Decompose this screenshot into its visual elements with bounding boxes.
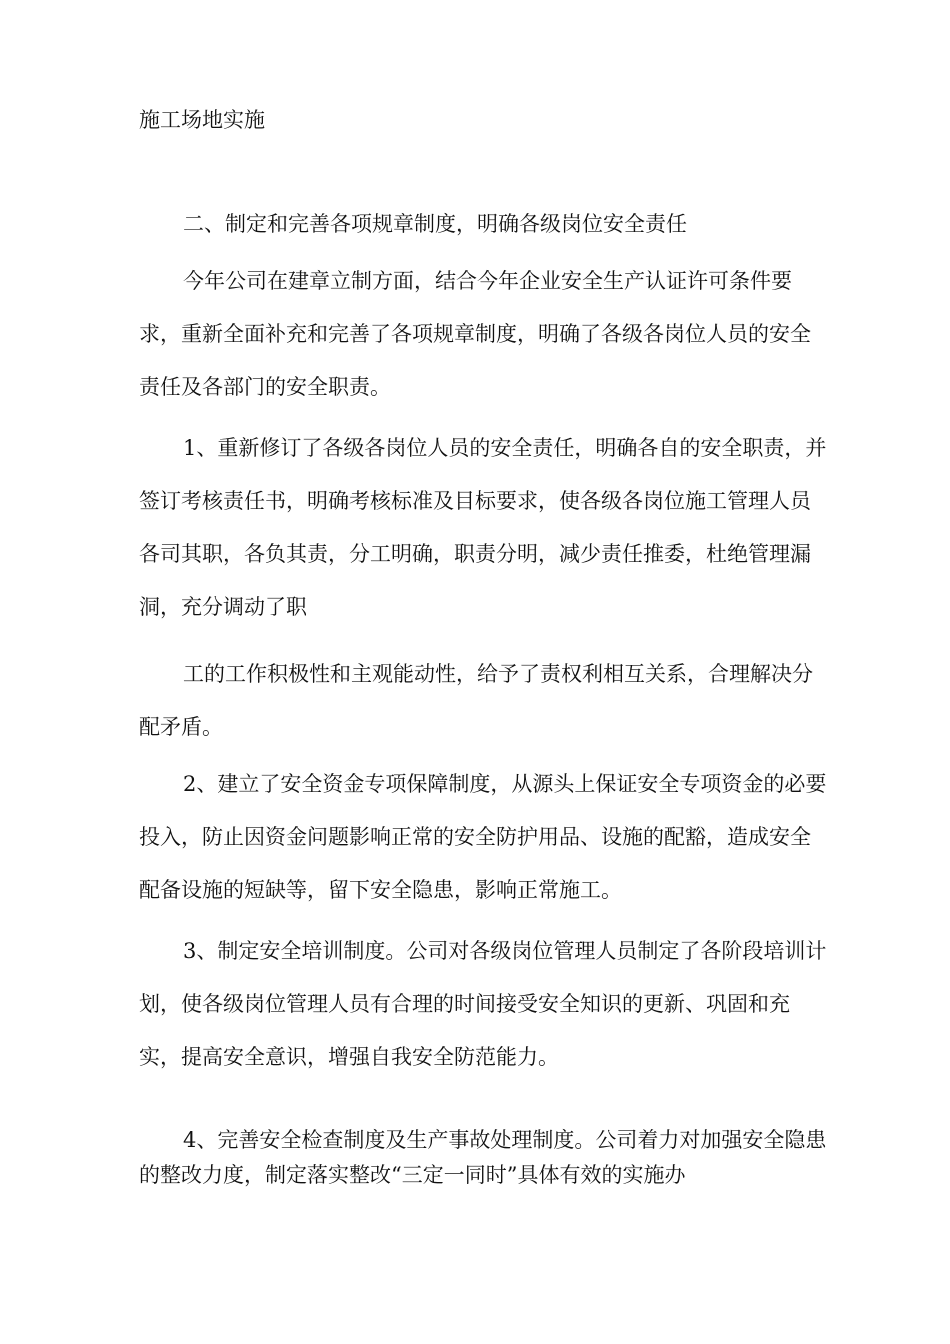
paragraph-item-2: 2、建立了安全资金专项保障制度，从源头上保证安全专项资金的必要投入，防止因资金问题影响正常的安全防护用品、设施的配豁，造成安全配备设施的短缺等，留下安全隐患，影响正常施工。 [139,772,827,902]
section-heading: 二、制定和完善各项规章制度，明确各级岗位安全责任 [183,212,687,236]
paragraph-item-1: 1、重新修订了各级各岗位人员的安全责任，明确各自的安全职责，并签订考核责任书，明确考核标准及目标要求，使各级各岗位施工管理人员各司其职，各负其责，分工明确，职责分明，减少责任推委，杜绝管理漏洞，充分调动了职 [139,436,827,619]
paragraph-item-4: 4、完善安全检查制度及生产事故处理制度。公司着力对加强安全隐患的整改力度，制定落实整改“三定一同时”具体有效的实施办 [139,1128,827,1187]
paragraph-heading-fragment: 施工场地实施 [139,108,265,132]
paragraph-item-3: 3、制定安全培训制度。公司对各级岗位管理人员制定了各阶段培训计划，使各级岗位管理人员有合理的时间接受安全知识的更新、巩固和充实，提高安全意识，增强自我安全防范能力。 [139,939,827,1069]
paragraph-item-1-continued: 工的工作积极性和主观能动性，给予了责权利相互关系，合理解决分配矛盾。 [139,662,813,739]
paragraph-intro: 今年公司在建章立制方面，结合今年企业安全生产认证许可条件要求，重新全面补充和完善了各项规章制度，明确了各级各岗位人员的安全责任及各部门的安全职责。 [139,269,811,399]
